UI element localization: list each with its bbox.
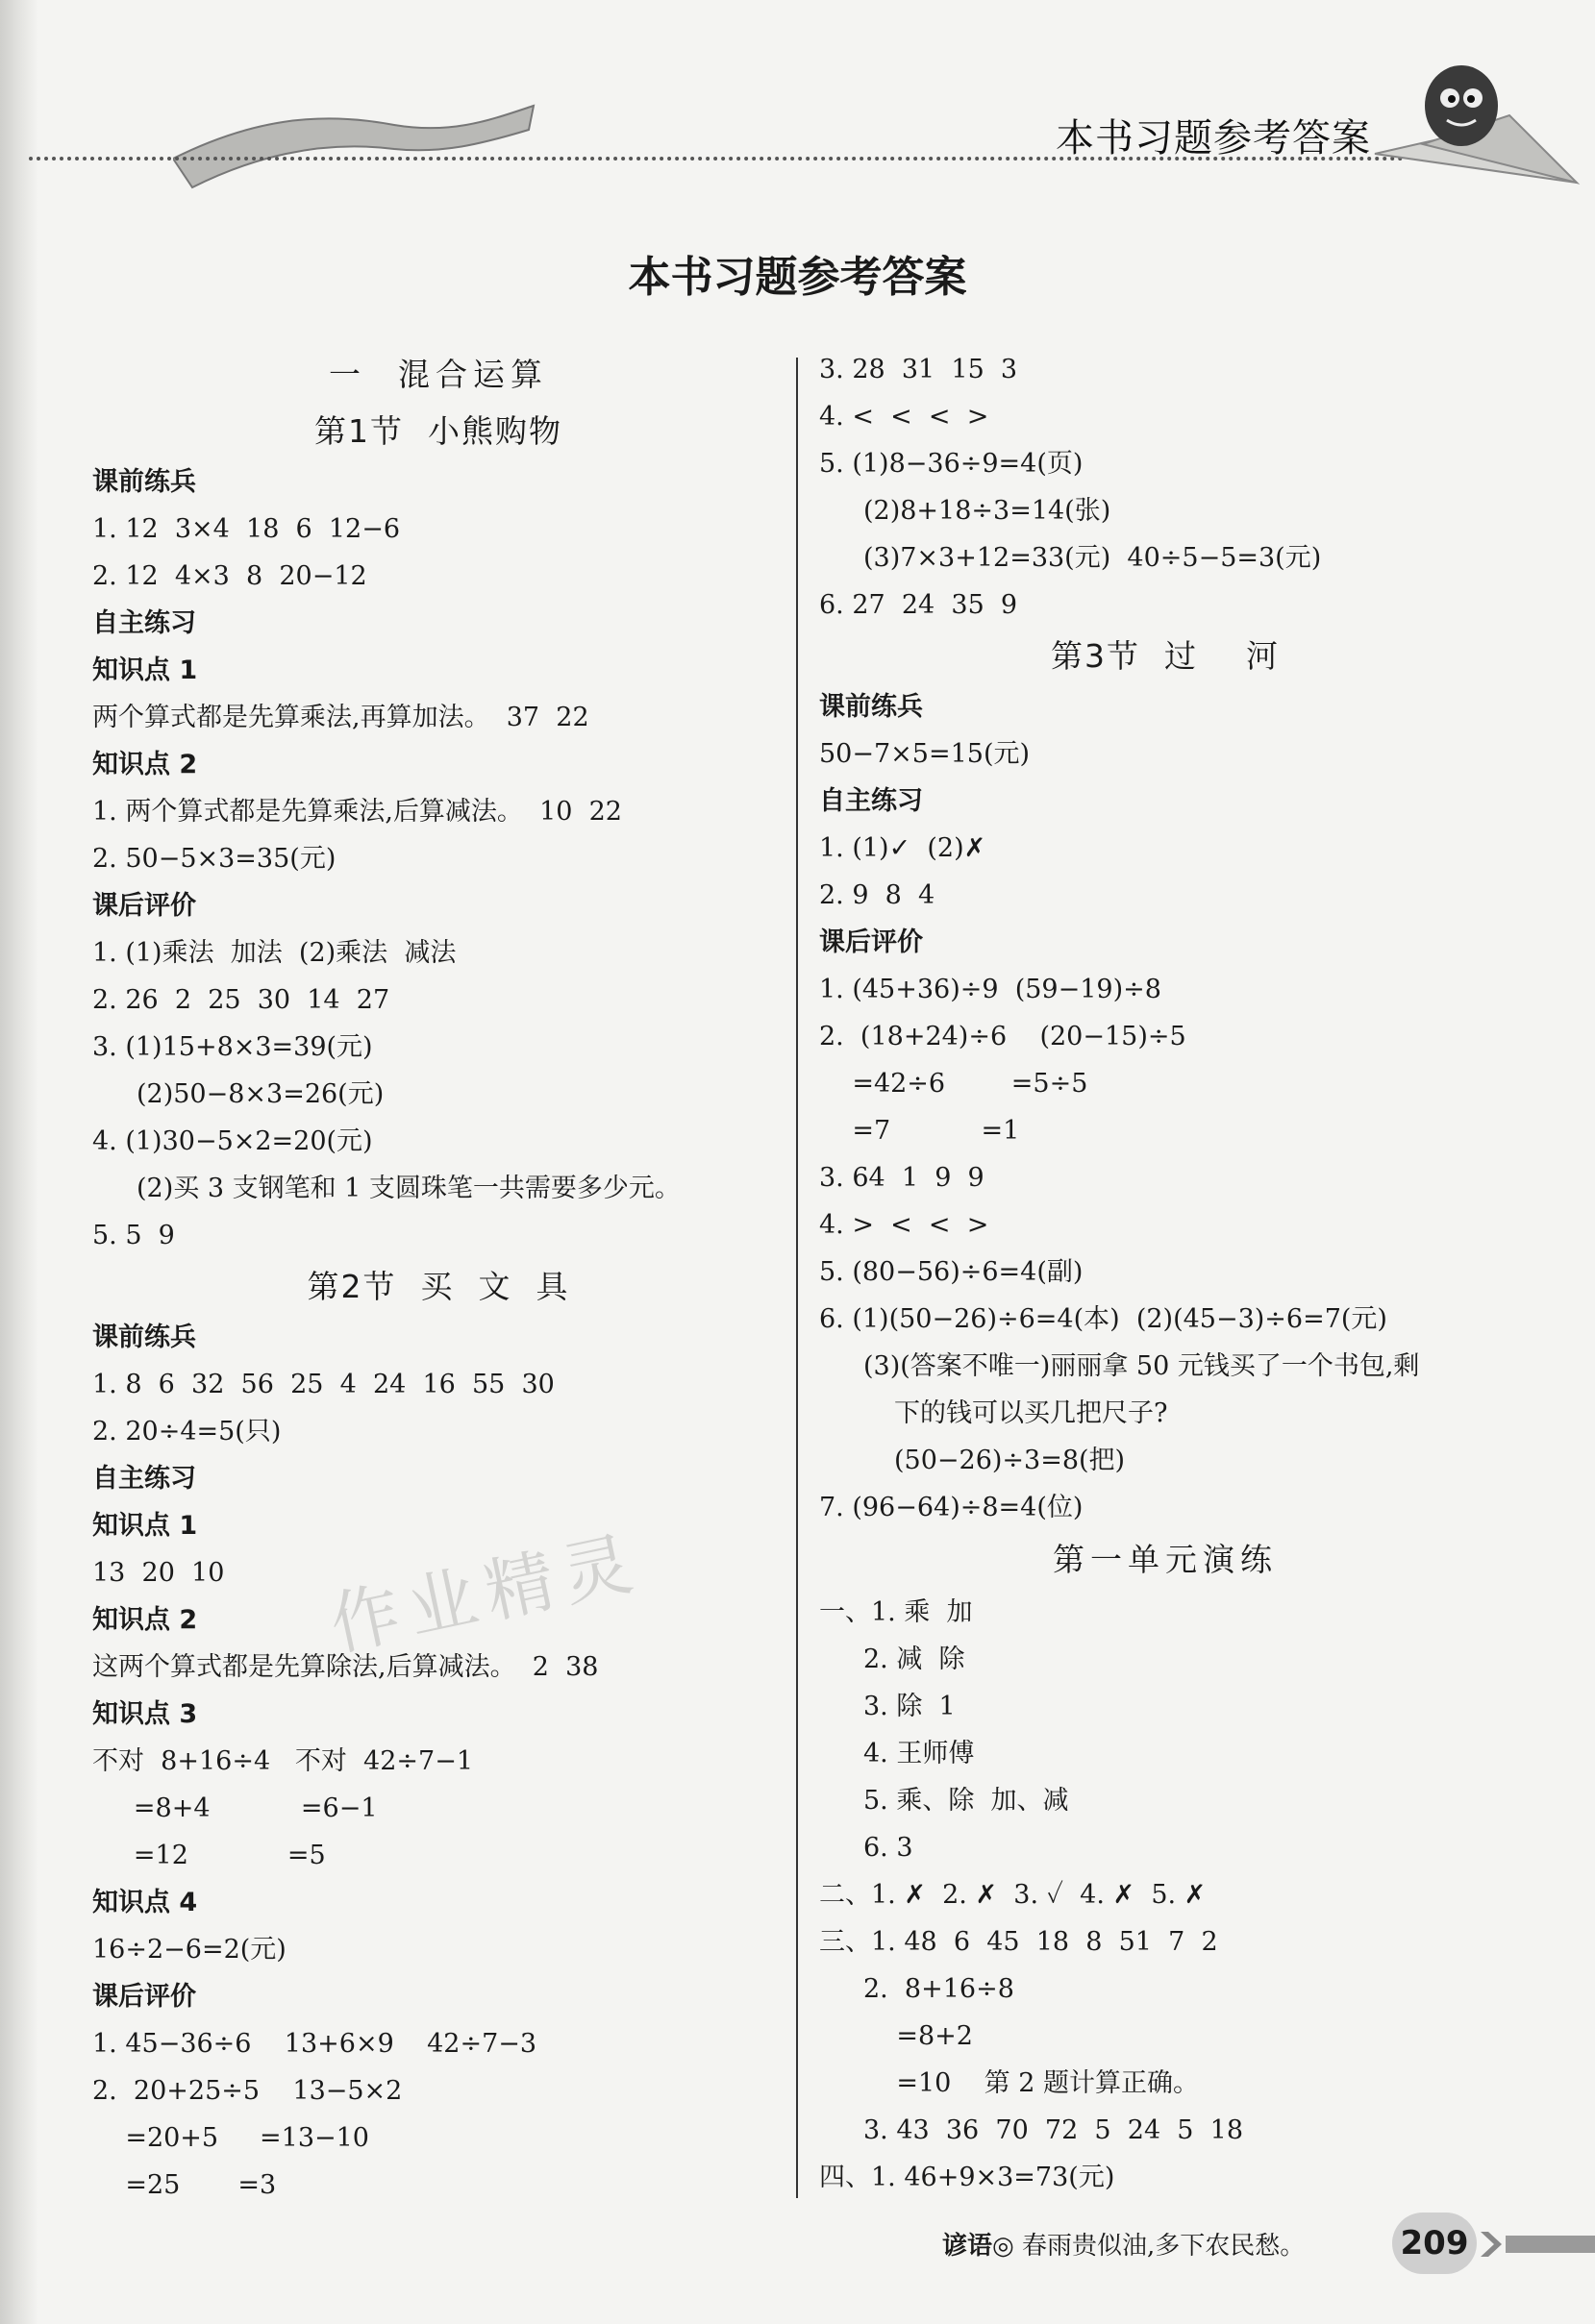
answer-line: 2. 减 除	[863, 1644, 965, 1674]
lesson-title: 第3节 过 河	[1051, 637, 1280, 675]
answer-line: 16÷2−6=2(元)	[92, 1935, 287, 1965]
answer-line: 2. 20+25÷5 13−5×2	[92, 2076, 403, 2106]
answer-line: =10 第 2 题计算正确。	[863, 2068, 1199, 2098]
answer-line: 2. 50−5×3=35(元)	[92, 844, 336, 874]
answer-line: 这两个算式都是先算除法,后算减法。 2 38	[92, 1652, 599, 1682]
answer-line: 5. 乘、除 加、减	[863, 1786, 1069, 1816]
answer-line: 3. 28 31 15 3	[819, 355, 1018, 384]
answer-line: =12 =5	[92, 1841, 326, 1870]
section-heading: 知识点 3	[92, 1699, 198, 1729]
unit-title: 第一单元演练	[1053, 1541, 1278, 1578]
section-heading: 知识点 2	[92, 750, 198, 779]
answer-line: 三、1. 48 6 45 18 8 51 7 2	[819, 1927, 1218, 1957]
answer-line: =25 =3	[92, 2170, 277, 2200]
section-heading: 课后评价	[819, 927, 923, 957]
section-heading: 知识点 2	[92, 1605, 198, 1635]
answer-line: =7 =1	[819, 1116, 1020, 1146]
section-heading: 自主练习	[92, 608, 196, 638]
page-edge-shadow	[0, 0, 38, 2324]
answer-line: 4. < < < >	[819, 402, 989, 432]
answer-line: 1. (45+36)÷9 (59−19)÷8	[819, 975, 1161, 1004]
answer-line: (3)(答案不唯一)丽丽拿 50 元钱买了一个书包,剩	[863, 1351, 1420, 1381]
section-heading: 自主练习	[819, 786, 923, 816]
unit-title: 一 混合运算	[329, 356, 548, 393]
answer-line: (2)8+18÷3=14(张)	[863, 496, 1111, 526]
answer-line: =8+2	[863, 2021, 973, 2051]
answer-line: 6. 3	[863, 1833, 913, 1863]
footer-proverb	[942, 2226, 1305, 2262]
section-heading: 自主练习	[92, 1464, 196, 1494]
answer-line: 1. (1)乘法 加法 (2)乘法 减法	[92, 938, 457, 968]
answer-line: =8+4 =6−1	[92, 1793, 378, 1823]
answer-line: 2. 9 8 4	[819, 880, 935, 910]
ribbon-decoration	[173, 91, 538, 197]
left-answer-column	[92, 346, 785, 2209]
answer-line: 50−7×5=15(元)	[819, 739, 1031, 769]
answer-line: 13 20 10	[92, 1558, 225, 1588]
answer-line: 4. > < < >	[819, 1210, 989, 1240]
page-title: 本书习题参考答案	[628, 253, 967, 302]
answer-line: 5. 5 9	[92, 1221, 175, 1250]
proverb-text: 春雨贵似油,多下农民愁。	[1021, 2232, 1306, 2261]
answer-line: (50−26)÷3=8(把)	[894, 1446, 1126, 1475]
answer-line: 1. 两个算式都是先算乘法,后算减法。 10 22	[92, 797, 622, 827]
answer-line: 2. 26 2 25 30 14 27	[92, 985, 390, 1015]
column-divider	[796, 358, 798, 2198]
answer-line: 四、1. 46+9×3=73(元)	[819, 2163, 1115, 2192]
answer-line: =42÷6 =5÷5	[819, 1069, 1088, 1099]
answer-line: 下的钱可以买几把尺子?	[894, 1398, 1168, 1428]
answer-line: 1. 45−36÷6 13+6×9 42÷7−3	[92, 2029, 537, 2059]
answer-line: 3. 43 36 70 72 5 24 5 18	[863, 2115, 1243, 2145]
answer-line: 1. (1)✓ (2)✗	[819, 833, 986, 863]
answer-line: (2)50−8×3=26(元)	[137, 1079, 385, 1109]
section-heading: 知识点 4	[92, 1888, 198, 1917]
answer-line: 4. (1)30−5×2=20(元)	[92, 1126, 373, 1156]
answer-line: 4. 王师傅	[863, 1739, 975, 1768]
answer-line: 不对 8+16÷4 不对 42÷7−1	[92, 1746, 473, 1776]
answer-line: 两个算式都是先算乘法,再算加法。 37 22	[92, 703, 589, 732]
page-number: 209	[1392, 2213, 1477, 2274]
watermark-stamp: 作业精灵	[323, 1520, 649, 1667]
proverb-label: 谚语◎	[942, 2232, 1014, 2261]
answer-line: 二、1. ✗ 2. ✗ 3. ✓ 4. ✗ 5. ✗	[819, 1880, 1207, 1910]
answer-line: (2)买 3 支钢笔和 1 支圆珠笔一共需要多少元。	[137, 1174, 681, 1203]
answer-line: 5. (80−56)÷6=4(副)	[819, 1257, 1084, 1287]
section-heading: 课前练兵	[92, 1323, 196, 1352]
section-heading: 课前练兵	[819, 692, 923, 722]
lesson-title: 第2节 买 文 具	[307, 1268, 570, 1305]
answer-line: =20+5 =13−10	[92, 2123, 369, 2153]
paper-plane-mascot-icon	[1365, 38, 1586, 202]
page-arrow-icon	[1481, 2228, 1595, 2261]
answer-line: 1. 8 6 32 56 25 4 24 16 55 30	[92, 1370, 555, 1399]
section-heading: 课后评价	[92, 891, 196, 921]
answer-line: 6. (1)(50−26)÷6=4(本) (2)(45−3)÷6=7(元)	[819, 1304, 1387, 1334]
answer-line: 3. (1)15+8×3=39(元)	[92, 1032, 373, 1062]
section-heading: 知识点 1	[92, 1511, 198, 1541]
section-heading: 课前练兵	[92, 467, 196, 497]
answer-line: 2. 20÷4=5(只)	[92, 1417, 282, 1446]
section-heading: 知识点 1	[92, 655, 198, 685]
answer-line: (3)7×3+12=33(元) 40÷5−5=3(元)	[863, 543, 1322, 573]
right-answer-column	[819, 346, 1511, 2201]
section-heading: 课后评价	[92, 1982, 196, 2012]
answer-line: 5. (1)8−36÷9=4(页)	[819, 449, 1084, 479]
answer-line: 1. 12 3×4 18 6 12−6	[92, 514, 401, 544]
answer-line: 3. 除 1	[863, 1692, 956, 1721]
answer-line: 一、1. 乘 加	[819, 1597, 973, 1627]
answer-line: 2. (18+24)÷6 (20−15)÷5	[819, 1022, 1186, 1051]
answer-line: 3. 64 1 9 9	[819, 1163, 984, 1193]
answer-line: 2. 12 4×3 8 20−12	[92, 561, 367, 591]
running-header-title: 本书习题参考答案	[1056, 116, 1371, 161]
lesson-title: 第1节 小熊购物	[314, 412, 562, 450]
answer-line: 7. (96−64)÷8=4(位)	[819, 1493, 1084, 1522]
answer-line: 2. 8+16÷8	[863, 1974, 1014, 2004]
answer-line: 6. 27 24 35 9	[819, 590, 1018, 620]
